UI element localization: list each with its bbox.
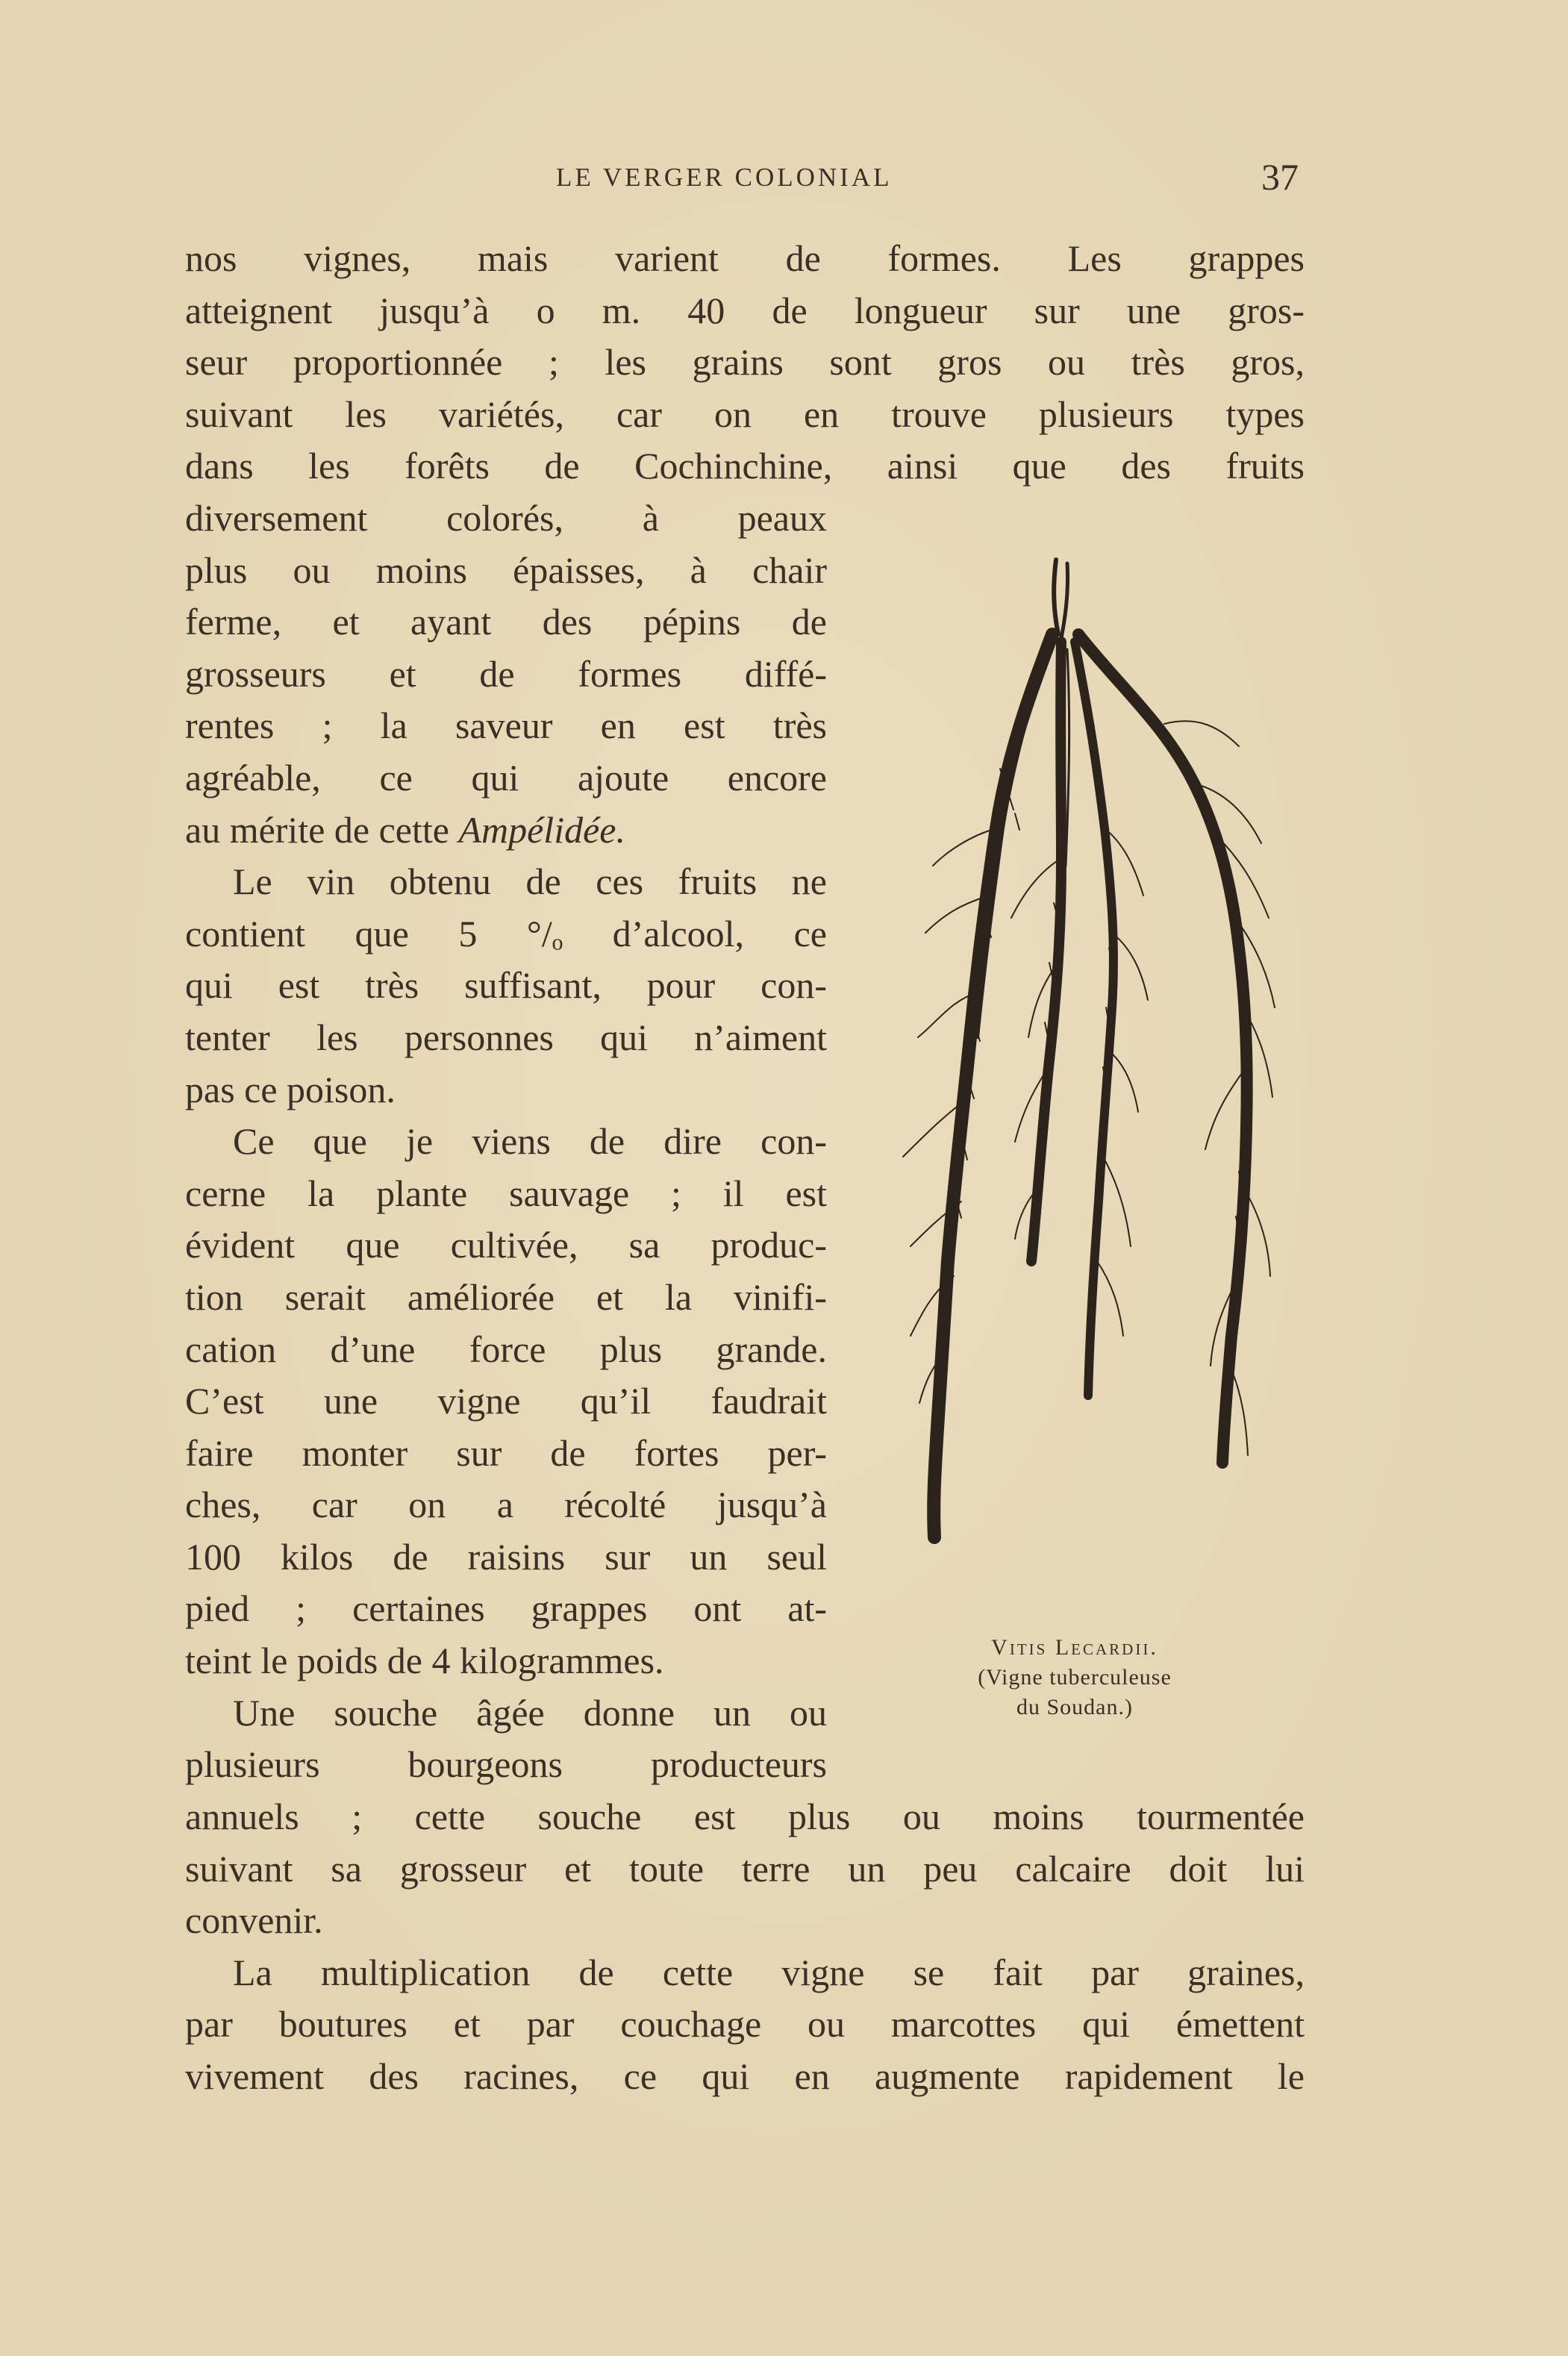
italic-term: Ampélidée. [458,808,625,851]
text-line: suivant les variétés, car on en trouve plusieurs types [185,393,1305,435]
text-line: faire monter sur de fortes per- [185,1431,827,1474]
caption-location: du Soudan.) [1016,1695,1133,1719]
text-line: diversement colorés, à peaux [185,497,827,539]
text-line: C’est une vigne qu’il faudrait [185,1380,827,1422]
text-line: plus ou moins épaisses, à chair [185,549,827,591]
text-line: qui est très suffisant, pour con- [185,964,827,1007]
text-line: rentes ; la saveur en est très [185,704,827,747]
text-line: évident que cultivée, sa produc- [185,1224,827,1266]
paragraph-top [185,233,1305,493]
text-line: seur proportionnée ; les grains sont gros ou très gros, [185,341,1305,384]
text-line: par boutures et par couchage ou marcottes qui émettent [185,2003,1305,2046]
text-line: plusieurs bourgeons producteurs [185,1743,827,1786]
text-fragment: au mérite de cette Ampélidée. [185,808,625,851]
caption-subtitle: (Vigne tuberculeuse [978,1665,1172,1690]
running-title: LE VERGER COLONIAL [556,163,893,192]
text-line: pas ce poison. [185,1068,396,1110]
text-line: grosseurs et de formes diffé- [185,652,827,695]
page-number: 37 [1261,156,1299,198]
root-illustration [866,545,1314,1612]
figure-caption [881,1633,1269,1722]
text-line: tion serait améliorée et la vinifi- [185,1275,827,1318]
text-line: cerne la plante sauvage ; il est [185,1172,827,1214]
text-line: nos vignes, mais varient de formes. Les grappes [185,237,1305,279]
text-line: contient que 5 °/ₒ d’alcool, ce [185,912,827,954]
text-line: dans les forêts de Cochinchine, ainsi que des fruits [185,445,1305,487]
text-line: ches, car on a récolté jusqu’à [185,1484,827,1526]
paragraph-bottom [185,1791,1305,2103]
text-line: suivant sa grosseur et toute terre un peu calcaire doit lui [185,1847,1305,1890]
text-line: annuels ; cette souche est plus ou moins tourmentée [185,1796,1305,1837]
text-line: Une souche âgée donne un ou [233,1691,827,1734]
text-line: Le vin obtenu de ces fruits ne [233,860,827,903]
text-line: tenter les personnes qui n’aiment [185,1016,827,1058]
text-line: ferme, et ayant des pépins de [185,601,827,643]
text-line: Ce que je viens de dire con- [233,1120,827,1163]
text-line: pied ; certaines grappes ont at- [185,1587,827,1630]
text-line: La multiplication de cette vigne se fait par graines, [233,1951,1305,1993]
text-line: teint le poids de 4 kilogrammes. [185,1640,664,1682]
text-line: atteignent jusqu’à o m. 40 de longueur sur une gros- [185,289,1305,331]
text-line: vivement des racines, ce qui en augmente rapidement le [185,2055,1305,2097]
text-line: 100 kilos de raisins sur un seul [185,1535,827,1578]
text-line: convenir. [185,1899,323,1942]
text-line: agréable, ce qui ajoute encore [185,756,827,799]
caption-title: Vitis Lecardii. [991,1635,1158,1660]
text-line: cation d’une force plus grande. [185,1328,827,1370]
root-illustration-icon [866,545,1314,1590]
text-line [185,804,827,857]
running-head [0,156,1568,204]
